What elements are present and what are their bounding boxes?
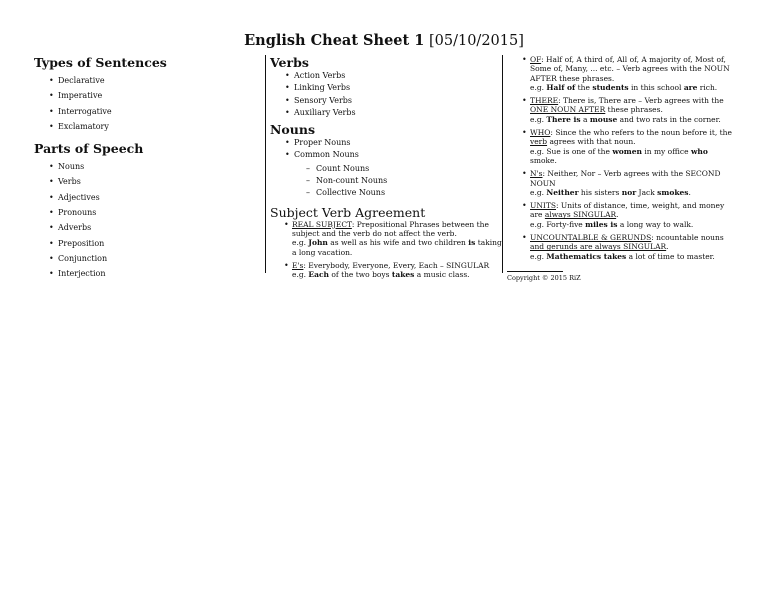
column-1 xyxy=(34,55,254,282)
rule-label: E's xyxy=(292,260,304,270)
rule-ns: • N's: Neither, Nor – Verb agrees with the SECOND NOUN e.g. Neither his sisters nor Jack smokes. xyxy=(507,169,735,197)
list-item: • Adverbs xyxy=(34,220,254,235)
list-item: • Sensory Verbs xyxy=(270,95,502,107)
list-item: • Exclamatory xyxy=(34,119,254,134)
list-item: • Nouns xyxy=(34,159,254,174)
list-item: – Non-count Nouns xyxy=(270,175,502,187)
column-divider xyxy=(265,55,266,273)
rule-label: OF xyxy=(530,55,542,64)
list-item: • Common Nouns xyxy=(270,149,502,161)
types-list xyxy=(34,73,254,134)
rule-label: UNCOUNTALBLE & GERUNDS xyxy=(530,233,652,243)
list-item: • Linking Verbs xyxy=(270,82,502,94)
rule-there: • THERE: There is, There are – Verb agrees with the ONE NOUN AFTER these phrases. e.g. There is a mouse and two rats in the corner. xyxy=(507,96,735,124)
rule-units: • UNITS: Units of distance, time, weight, and money are always SINGULAR. e.g. Forty-five miles is a long way to walk. xyxy=(507,201,735,229)
verbs-list xyxy=(270,70,502,119)
rule-real-subject: • REAL SUBJECT: Prepositional Phrases between the subject and the verb do not affect the verb. e.g. John as well as his wife and two children is taking a long vacation. xyxy=(270,220,502,257)
common-nouns-sublist xyxy=(270,163,502,200)
list-item: • Preposition xyxy=(34,236,254,251)
list-item: • Pronouns xyxy=(34,205,254,220)
title-text: English Cheat Sheet 1 xyxy=(244,32,425,49)
column-3 xyxy=(507,55,735,284)
list-item: • Verbs xyxy=(34,174,254,189)
parts-heading: Parts of Speech xyxy=(34,141,144,157)
parts-list xyxy=(34,159,254,281)
rule-label: N's xyxy=(530,169,543,179)
nouns-list xyxy=(270,137,502,162)
page-title xyxy=(0,32,768,50)
rule-label: UNITS xyxy=(530,201,556,211)
rule-label: WHO xyxy=(530,128,551,138)
list-item: • Conjunction xyxy=(34,251,254,266)
copyright-footer: Copyright © 2015 RiZ xyxy=(507,271,563,282)
column-divider xyxy=(502,55,503,273)
rule-who: • WHO: Since the who refers to the noun before it, the verb agrees with that noun. e.g. Sue is one of the women in my office who smoke. xyxy=(507,128,735,165)
list-item: • Auxiliary Verbs xyxy=(270,107,502,119)
rule-label: REAL SUBJECT xyxy=(292,219,352,229)
list-item: • Interrogative xyxy=(34,104,254,119)
list-item: • Interjection xyxy=(34,266,254,281)
types-heading: Types of Sentences xyxy=(34,55,167,70)
sva-list-continued xyxy=(507,55,735,261)
rule-uncountable: • UNCOUNTALBLE & GERUNDS: ncountable nouns and gerunds are always SINGULAR. e.g. Mathematics takes a lot of time to master. xyxy=(507,233,735,261)
sva-list xyxy=(270,220,502,280)
title-date: [05/10/2015] xyxy=(428,33,524,49)
nouns-heading: Nouns xyxy=(270,122,315,138)
column-2 xyxy=(270,55,502,283)
list-item: • Declarative xyxy=(34,73,254,88)
rule-of: • OF: Half of, A third of, All of, A majority of, Most of, Some of, Many, ... etc. – Verb agrees with the NOUN AFTER these phrases. e.g. Half of the students in this school are rich. xyxy=(507,55,735,92)
list-item: • Adjectives xyxy=(34,190,254,205)
verbs-heading: Verbs xyxy=(270,55,309,70)
rule-es: • E's: Everybody, Everyone, Every, Each – SINGULAR e.g. Each of the two boys takes a music class. xyxy=(270,261,502,280)
list-item: • Action Verbs xyxy=(270,70,502,82)
list-item: – Collective Nouns xyxy=(270,187,502,199)
rule-label: THERE xyxy=(530,96,559,106)
list-item: – Count Nouns xyxy=(270,163,502,175)
list-item: • Proper Nouns xyxy=(270,137,502,149)
list-item: • Imperative xyxy=(34,88,254,103)
sva-heading: Subject Verb Agreement xyxy=(270,204,426,220)
